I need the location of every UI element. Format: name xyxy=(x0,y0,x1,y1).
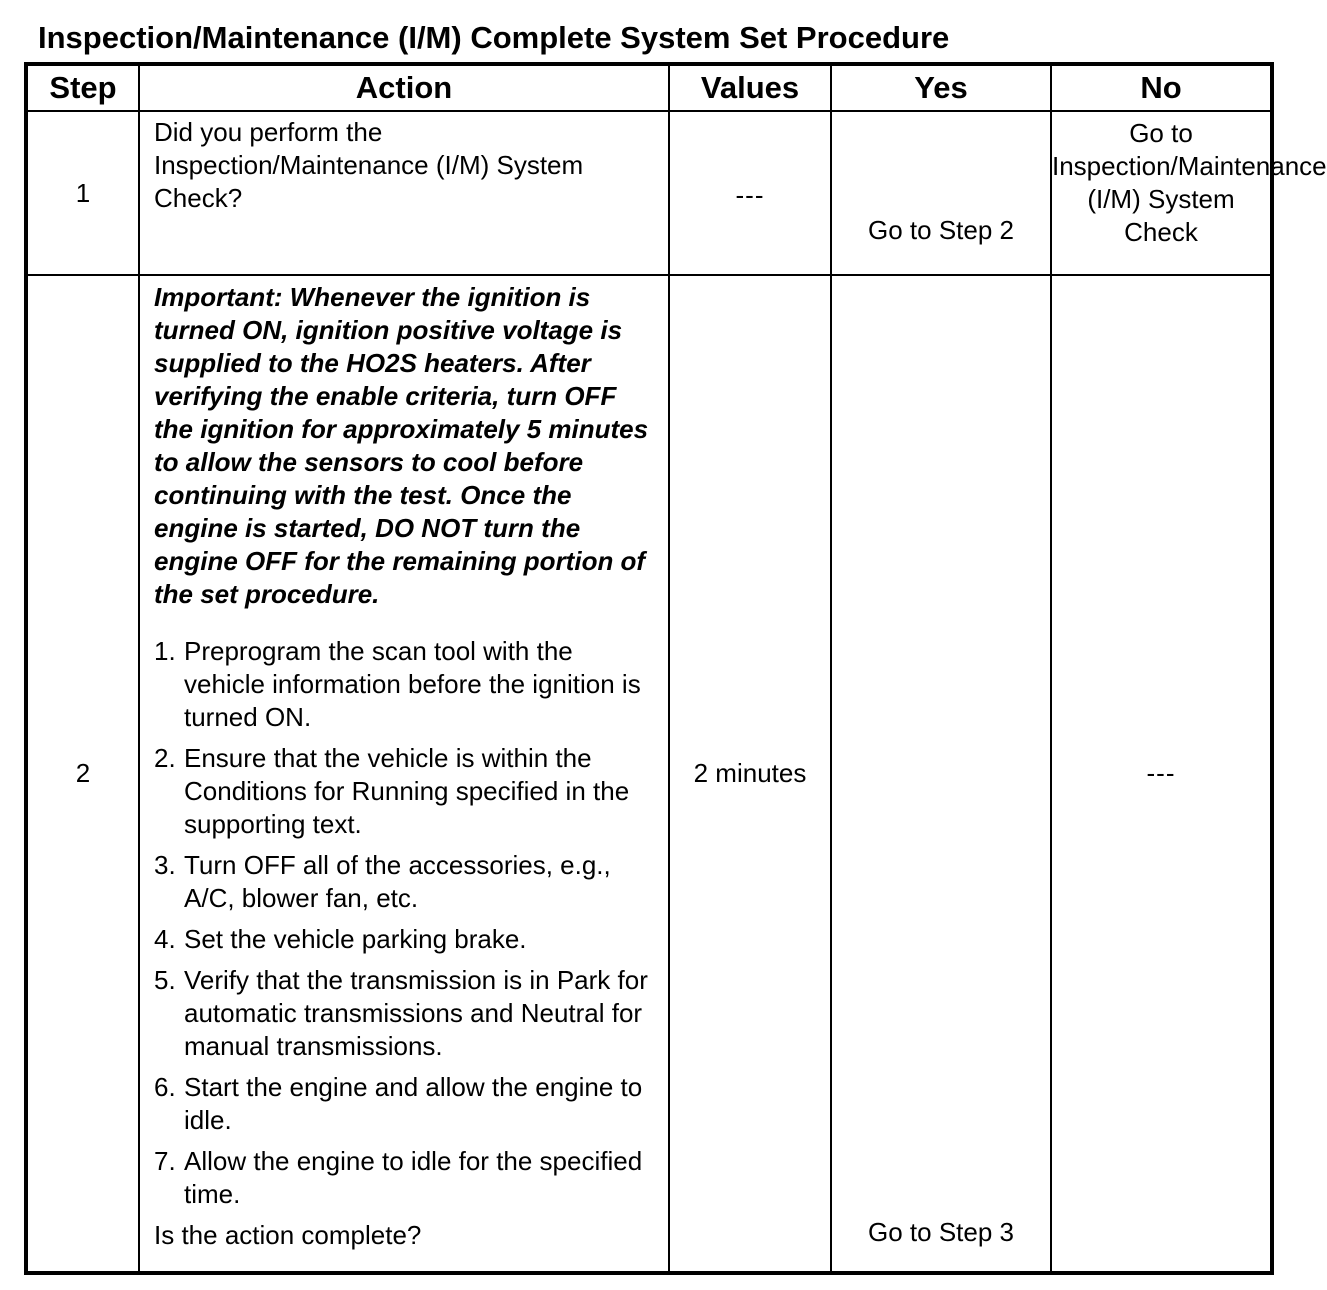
procedure-steps-list xyxy=(154,635,656,1211)
table-row-step-2 xyxy=(26,275,1272,1273)
action-question: Is the action complete? xyxy=(154,1220,422,1250)
list-item: 5. Verify that the transmission is in Park for automatic transmissions and Neutral for manual transmissions. xyxy=(154,965,648,1061)
step-number: 1 xyxy=(26,111,139,275)
no-cell: --- xyxy=(1051,275,1272,1273)
values-cell: --- xyxy=(669,111,831,275)
list-item: 2. Ensure that the vehicle is within the Conditions for Running specified in the supporting text. xyxy=(154,743,630,839)
table-header-row xyxy=(26,64,1272,111)
header-action: Action xyxy=(139,64,669,111)
action-cell xyxy=(139,275,669,1273)
action-text: Did you perform the Inspection/Maintenance (I/M) System Check? xyxy=(139,111,669,275)
list-item: 1. Preprogram the scan tool with the vehicle information before the ignition is turned ON. xyxy=(154,636,641,732)
important-note: Important: Whenever the ignition is turned ON, ignition positive voltage is supplied to the HO2S heaters. After verifying the enable criteria, turn OFF the ignition for approximately 5 minutes to allow the sensors to cool before continuing with the test. Once the engine is started, DO NOT turn the engine OFF for the remaining portion of the set procedure. xyxy=(154,282,649,609)
yes-cell: Go to Step 2 xyxy=(831,111,1051,275)
list-item: 3. Turn OFF all of the accessories, e.g., A/C, blower fan, etc. xyxy=(154,850,611,913)
header-step: Step xyxy=(26,64,139,111)
header-no: No xyxy=(1051,64,1272,111)
table-row-step-1 xyxy=(26,111,1272,275)
list-item: 7. Allow the engine to idle for the specified time. xyxy=(154,1146,643,1209)
values-cell: 2 minutes xyxy=(669,275,831,1273)
procedure-table xyxy=(24,62,1327,1275)
page-title: Inspection/Maintenance (I/M) Complete System Set Procedure xyxy=(38,20,950,55)
list-item: 4. Set the vehicle parking brake. xyxy=(154,924,527,954)
step-number: 2 xyxy=(26,275,139,1273)
yes-cell: Go to Step 3 xyxy=(831,275,1051,1273)
header-yes: Yes xyxy=(831,64,1051,111)
header-values: Values xyxy=(669,64,831,111)
no-cell: Go to Inspection/Maintenance (I/M) System Check xyxy=(1051,111,1272,275)
list-item: 6. Start the engine and allow the engine to idle. xyxy=(154,1072,643,1135)
